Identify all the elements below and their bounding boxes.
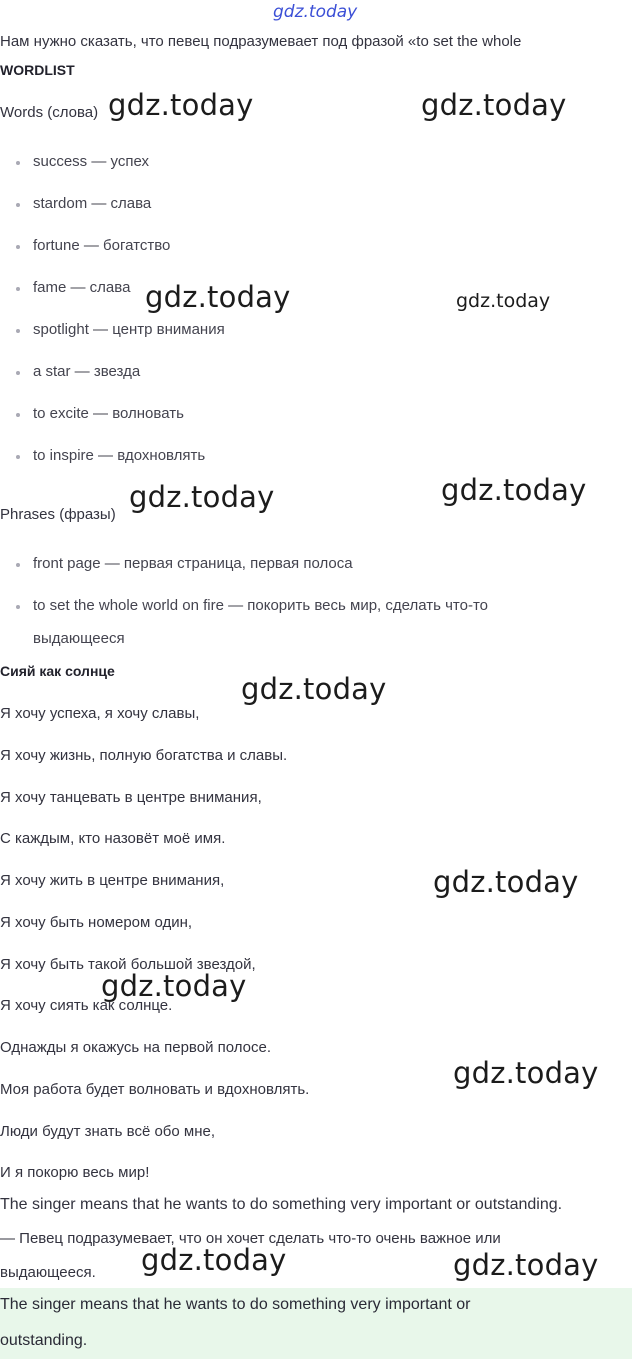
explanation-en: The singer means that he wants to do something very important or outstanding. [0, 1196, 563, 1213]
list-item [0, 405, 600, 425]
list-item-text: to inspire — вдохновлять [33, 447, 206, 464]
watermark: gdz.today [108, 88, 254, 122]
list-item [0, 597, 620, 651]
list-item-text: to set the whole world on fire — покорить весь мир, сделать что-то [33, 597, 488, 614]
lyric-line: Я хочу танцевать в центре внимания, [0, 789, 262, 806]
list-item [0, 237, 600, 257]
lyric-line: Я хочу сиять как солнце. [0, 997, 173, 1014]
watermark: gdz.today [241, 672, 387, 706]
list-item-text-continued: выдающееся [33, 630, 125, 647]
bullet-icon [16, 161, 20, 165]
bullet-icon [16, 455, 20, 459]
answer-line: outstanding. [0, 1332, 88, 1349]
bullet-icon [16, 563, 20, 567]
answer-line: The singer means that he wants to do something very important or [0, 1296, 471, 1313]
lyric-line: Я хочу быть номером один, [0, 914, 193, 931]
list-item [0, 153, 600, 173]
bullet-icon [16, 329, 20, 333]
wordlist-heading: WORDLIST [0, 62, 75, 78]
list-item-text: spotlight — центр внимания [33, 321, 225, 338]
explanation-ru-continued: выдающееся. [0, 1264, 96, 1281]
lyric-line: Однажды я окажусь на первой полосе. [0, 1039, 272, 1056]
lyric-line: С каждым, кто назовёт моё имя. [0, 830, 226, 847]
list-item-text: success — успех [33, 153, 149, 170]
watermark: gdz.today [141, 1243, 287, 1277]
lyric-line: Я хочу жить в центре внимания, [0, 872, 225, 889]
watermark: gdz.today [441, 473, 587, 507]
list-item-text: front page — первая страница, первая полоса [33, 555, 353, 572]
song-title: Сияй как солнце [0, 663, 115, 679]
list-item-text: to excite — волновать [33, 405, 184, 422]
answer-box [0, 1288, 632, 1359]
lyric-line: Я хочу быть такой большой звездой, [0, 956, 256, 973]
list-item-text: fame — слава [33, 279, 131, 296]
list-item [0, 195, 600, 215]
lyric-line: Я хочу жизнь, полную богатства и славы. [0, 747, 288, 764]
site-logo[interactable]: gdz.today [273, 2, 358, 22]
watermark: gdz.today [453, 1248, 599, 1282]
watermark: gdz.today [421, 88, 567, 122]
watermark: gdz.today [145, 280, 291, 314]
watermark: gdz.today [456, 290, 551, 312]
list-item-text: a star — звезда [33, 363, 141, 380]
list-item-text: stardom — слава [33, 195, 152, 212]
bullet-icon [16, 413, 20, 417]
bullet-icon [16, 287, 20, 291]
watermark: gdz.today [433, 865, 579, 899]
bullet-icon [16, 245, 20, 249]
intro-text: Нам нужно сказать, что певец подразумевает под фразой «to set the whole [0, 33, 522, 50]
watermark: gdz.today [101, 969, 247, 1003]
list-item [0, 555, 620, 575]
bullet-icon [16, 605, 20, 609]
explanation-ru: — Певец подразумевает, что он хочет сделать что-то очень важное или [0, 1230, 501, 1247]
list-item [0, 321, 600, 341]
watermark: gdz.today [129, 480, 275, 514]
lyric-line: Я хочу успеха, я хочу славы, [0, 705, 200, 722]
list-item [0, 447, 600, 467]
list-item [0, 363, 600, 383]
list-item-text: fortune — богатство [33, 237, 171, 254]
lyric-line: Моя работа будет волновать и вдохновлять. [0, 1081, 310, 1098]
bullet-icon [16, 371, 20, 375]
bullet-icon [16, 203, 20, 207]
lyric-line: И я покорю весь мир! [0, 1164, 150, 1181]
words-heading: Words (слова) [0, 104, 99, 121]
lyric-line: Люди будут знать всё обо мне, [0, 1123, 216, 1140]
phrases-heading: Phrases (фразы) [0, 506, 116, 523]
watermark: gdz.today [453, 1056, 599, 1090]
